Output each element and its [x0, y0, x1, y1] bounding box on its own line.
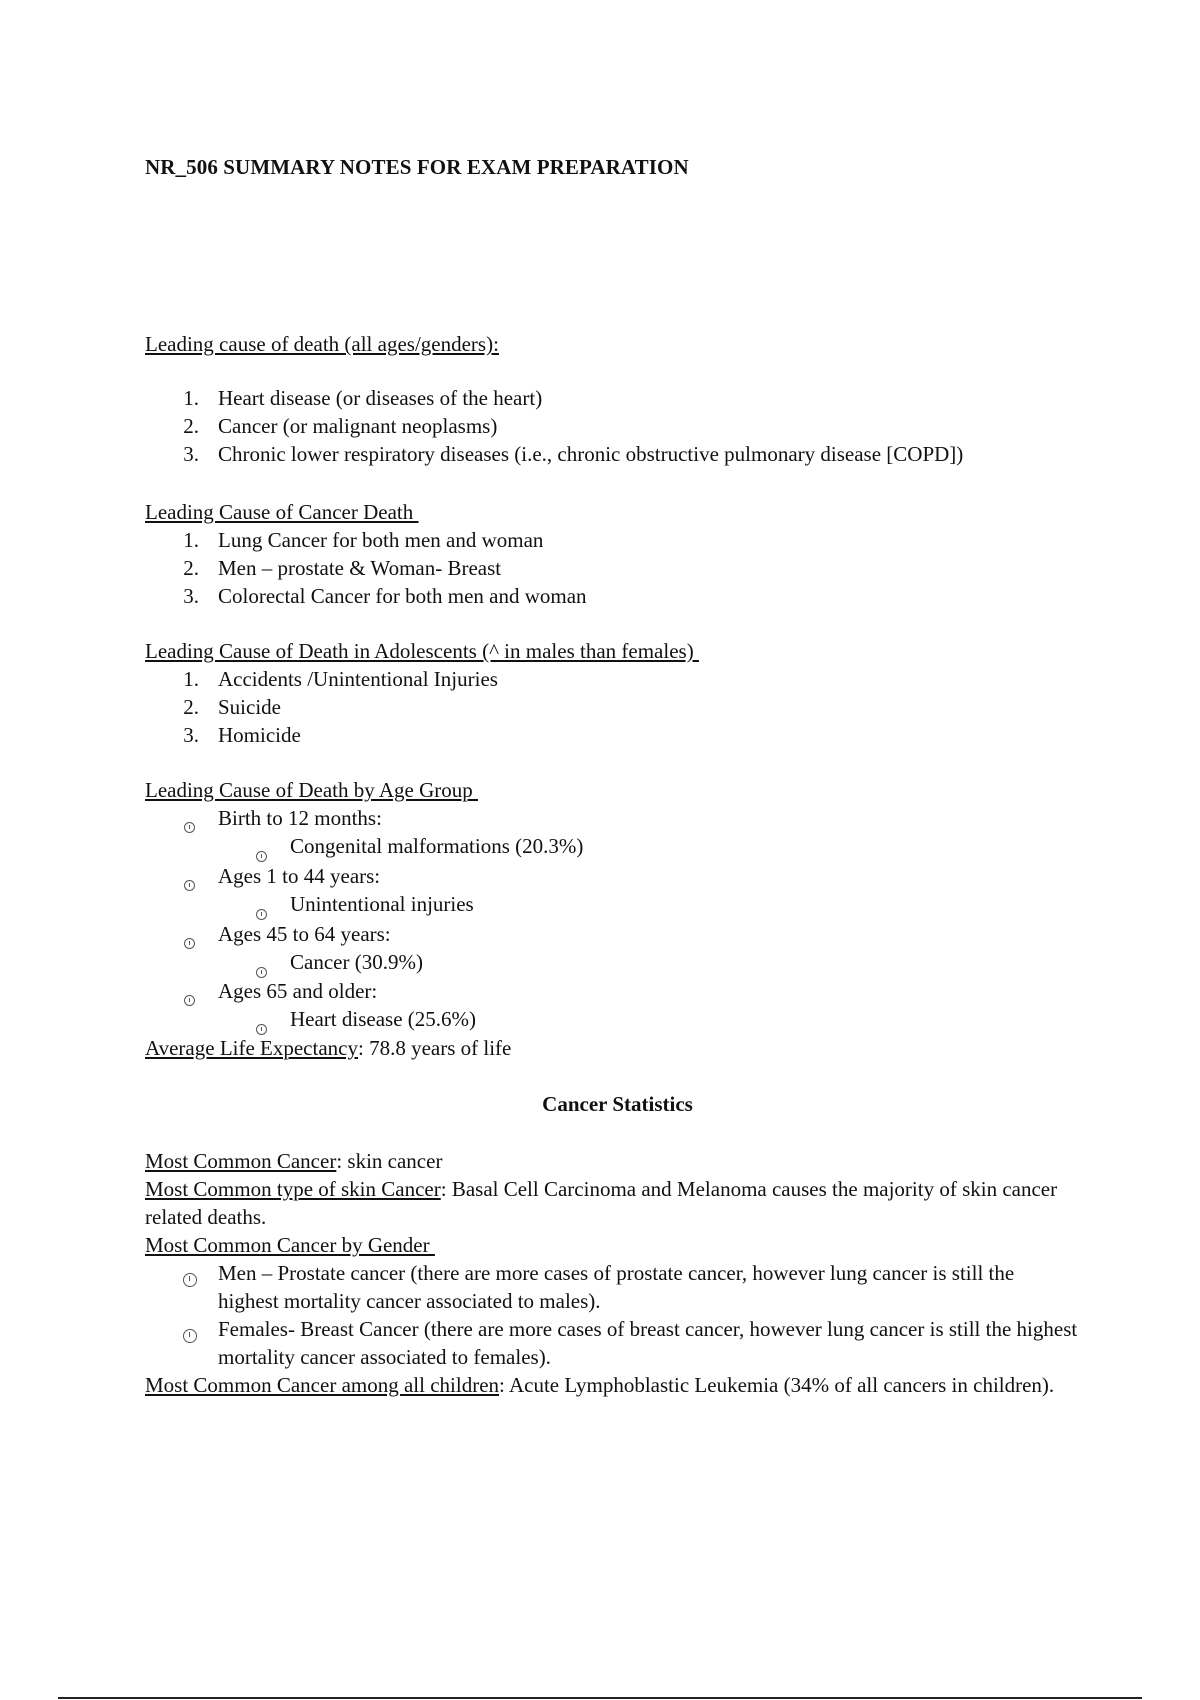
- clock-bullet-icon: [183, 1322, 197, 1350]
- most-common-children-cancer: Most Common Cancer among all children: Acute Lymphoblastic Leukemia (34% of all cancers in children).: [145, 1373, 1055, 1397]
- list-item: Ages 45 to 64 years:: [145, 920, 1085, 948]
- most-common-cancer: Most Common Cancer: skin cancer: [145, 1149, 443, 1173]
- leading-death-section: [145, 330, 1085, 468]
- section-heading: Leading cause of death (all ages/genders):: [145, 332, 499, 356]
- list-item: Females- Breast Cancer (there are more cases of breast cancer, however lung cancer is still the highest mortality cancer associated to females).: [145, 1315, 1080, 1371]
- document-title: NR_506 SUMMARY NOTES FOR EXAM PREPARATION: [145, 155, 689, 179]
- list-item: 1. Lung Cancer for both men and woman: [183, 528, 544, 552]
- list-item: 1. Heart disease (or diseases of the heart): [183, 386, 543, 410]
- list-item: 3. Homicide: [183, 723, 301, 747]
- list-item: 2. Cancer (or malignant neoplasms): [183, 414, 498, 438]
- cancer-death-section: [145, 498, 1085, 610]
- list-item: 2. Suicide: [183, 695, 281, 719]
- most-common-skin-cancer: Most Common type of skin Cancer: Basal Cell Carcinoma and Melanoma causes the majority of skin cancer related deaths.: [145, 1177, 1058, 1229]
- list-item: Congenital malformations (20.3%): [145, 832, 1085, 862]
- list-item: 2. Men – prostate & Woman- Breast: [183, 556, 502, 580]
- list-item: Ages 1 to 44 years:: [145, 862, 1085, 890]
- cancer-stats-section: [145, 1147, 1080, 1399]
- adolescents-section: [145, 637, 1085, 749]
- list-item: 3. Chronic lower respiratory diseases (i.e., chronic obstructive pulmonary disease [COPD]): [183, 442, 964, 466]
- by-gender-heading: Most Common Cancer by Gender: [145, 1233, 435, 1257]
- section-heading: Leading Cause of Death in Adolescents (^ in males than females): [145, 639, 699, 663]
- list-item: Men – Prostate cancer (there are more cases of prostate cancer, however lung cancer is still the highest mortality cancer associated to males).: [145, 1259, 1080, 1315]
- clock-bullet-icon: [183, 1266, 197, 1294]
- section-heading: Leading Cause of Cancer Death: [145, 500, 419, 524]
- list-item: 3. Colorectal Cancer for both men and woman: [183, 584, 587, 608]
- list-item: Heart disease (25.6%): [145, 1005, 1085, 1034]
- age-group-section: [145, 776, 1085, 1062]
- list-item: Unintentional injuries: [145, 890, 1085, 920]
- section-heading: Leading Cause of Death by Age Group: [145, 778, 478, 802]
- cancer-statistics-heading: Cancer Statistics: [542, 1092, 693, 1116]
- list-item: Cancer (30.9%): [145, 948, 1085, 977]
- life-expectancy: Average Life Expectancy: 78.8 years of life: [145, 1036, 512, 1060]
- list-item: 1. Accidents /Unintentional Injuries: [183, 667, 498, 691]
- list-item: Ages 65 and older:: [145, 977, 1085, 1005]
- list-item: Birth to 12 months:: [145, 804, 1085, 832]
- footer-divider: [58, 1697, 1142, 1699]
